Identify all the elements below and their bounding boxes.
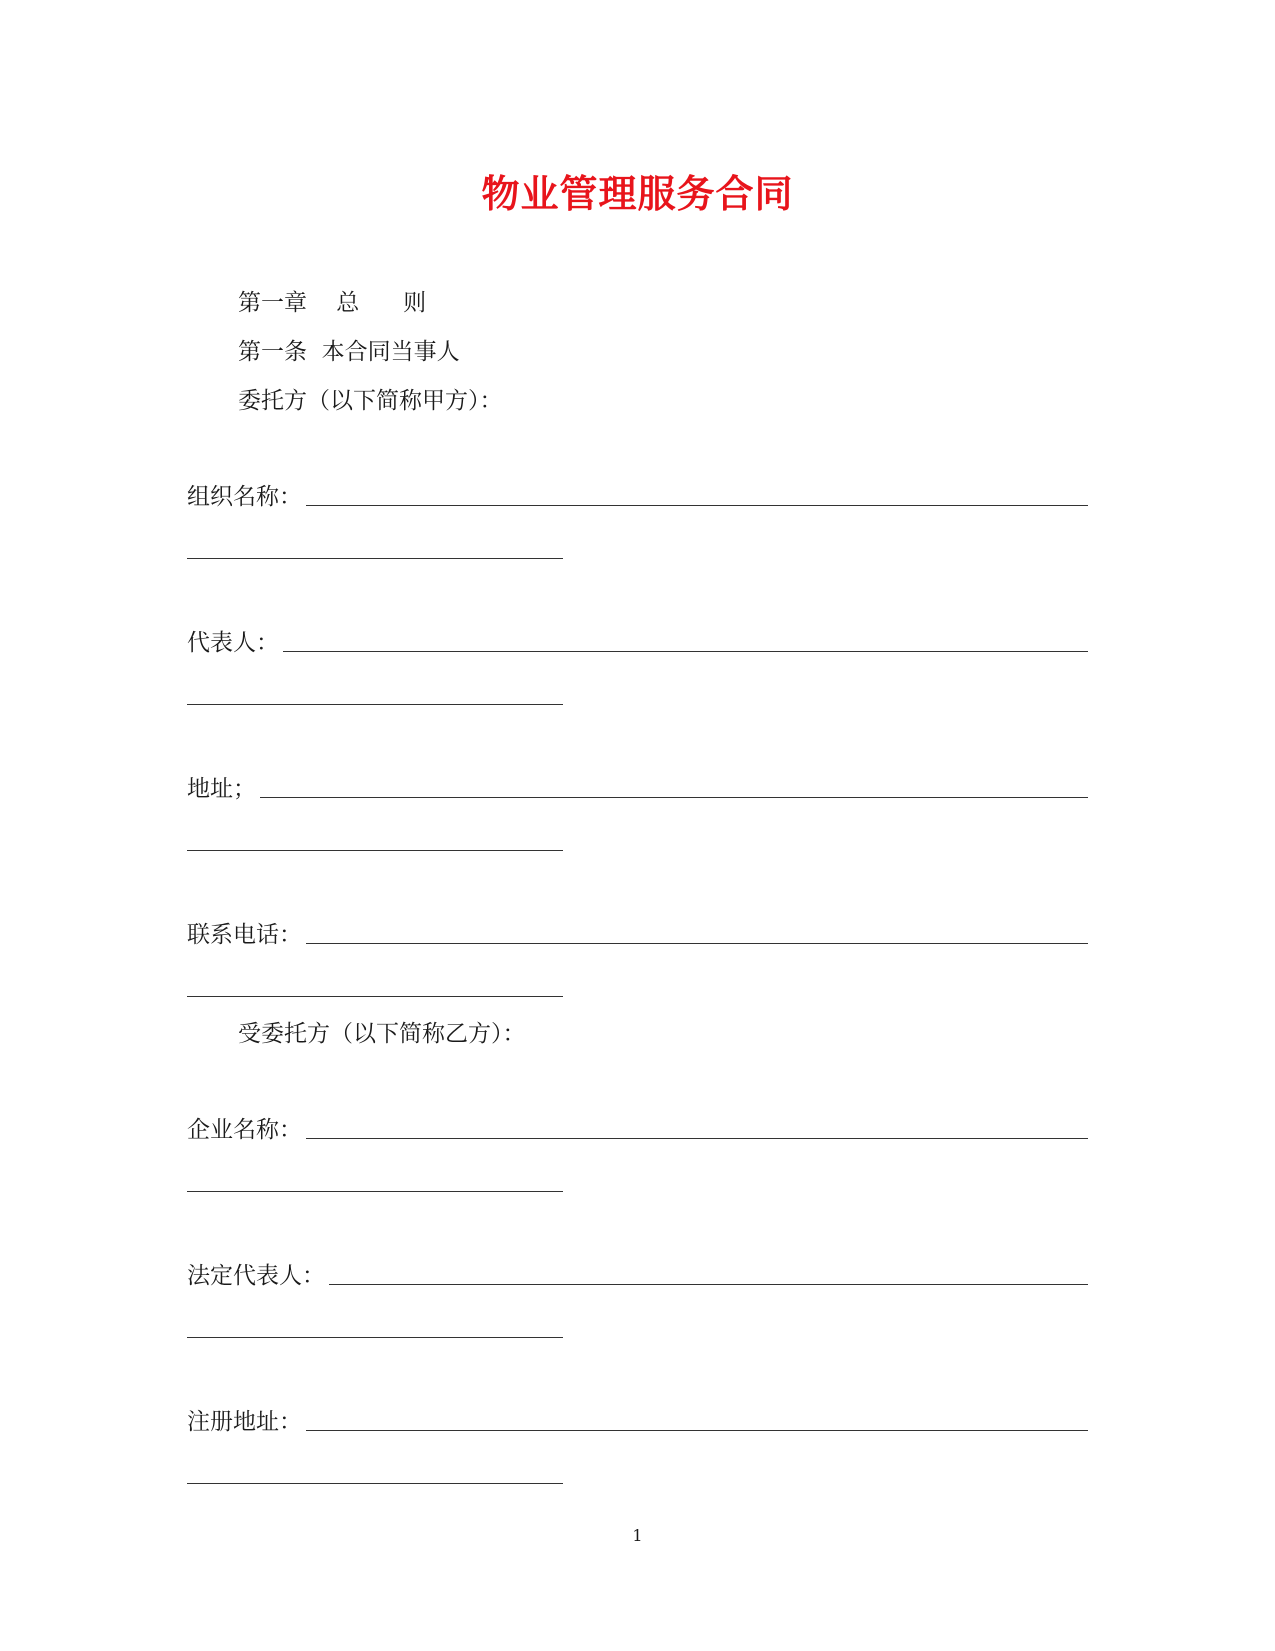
fill-line[interactable] xyxy=(329,1283,1088,1285)
field-registered-address[interactable] xyxy=(187,1403,1088,1437)
fill-line[interactable] xyxy=(306,1429,1088,1431)
fill-line-continuation[interactable] xyxy=(187,1336,563,1338)
fill-line-continuation[interactable] xyxy=(187,995,563,997)
field-label: 企业名称： xyxy=(187,1117,302,1143)
fill-line-continuation[interactable] xyxy=(187,1190,563,1192)
fill-line[interactable] xyxy=(306,942,1088,944)
fill-line-continuation[interactable] xyxy=(187,849,563,851)
fill-line-continuation[interactable] xyxy=(187,1482,563,1484)
field-company-name[interactable] xyxy=(187,1111,1088,1145)
fill-line[interactable] xyxy=(260,796,1088,798)
field-phone[interactable] xyxy=(187,916,1088,950)
party-a-intro: 委托方（以下简称甲方）： xyxy=(238,388,503,414)
page-number: 1 xyxy=(632,1526,643,1545)
article-heading: 第一条 本合同当事人 xyxy=(238,339,460,365)
field-representative[interactable] xyxy=(187,624,1088,658)
document-title: 物业管理服务合同 xyxy=(481,171,794,216)
fill-line-continuation[interactable] xyxy=(187,703,563,705)
chapter-heading: 第一章 总 则 xyxy=(238,290,427,316)
field-legal-representative[interactable] xyxy=(187,1257,1088,1291)
field-label: 代表人： xyxy=(187,630,279,656)
field-organization-name[interactable] xyxy=(187,478,1088,512)
field-label: 法定代表人： xyxy=(187,1263,325,1289)
party-b-intro: 受委托方（以下简称乙方）： xyxy=(238,1021,526,1047)
fill-line[interactable] xyxy=(306,504,1088,506)
field-address[interactable] xyxy=(187,770,1088,804)
fill-line-continuation[interactable] xyxy=(187,557,563,559)
field-label: 地址； xyxy=(187,776,256,802)
field-label: 联系电话： xyxy=(187,922,302,948)
fill-line[interactable] xyxy=(283,650,1088,652)
field-label: 组织名称： xyxy=(187,484,302,510)
fill-line[interactable] xyxy=(306,1137,1088,1139)
field-label: 注册地址： xyxy=(187,1409,302,1435)
